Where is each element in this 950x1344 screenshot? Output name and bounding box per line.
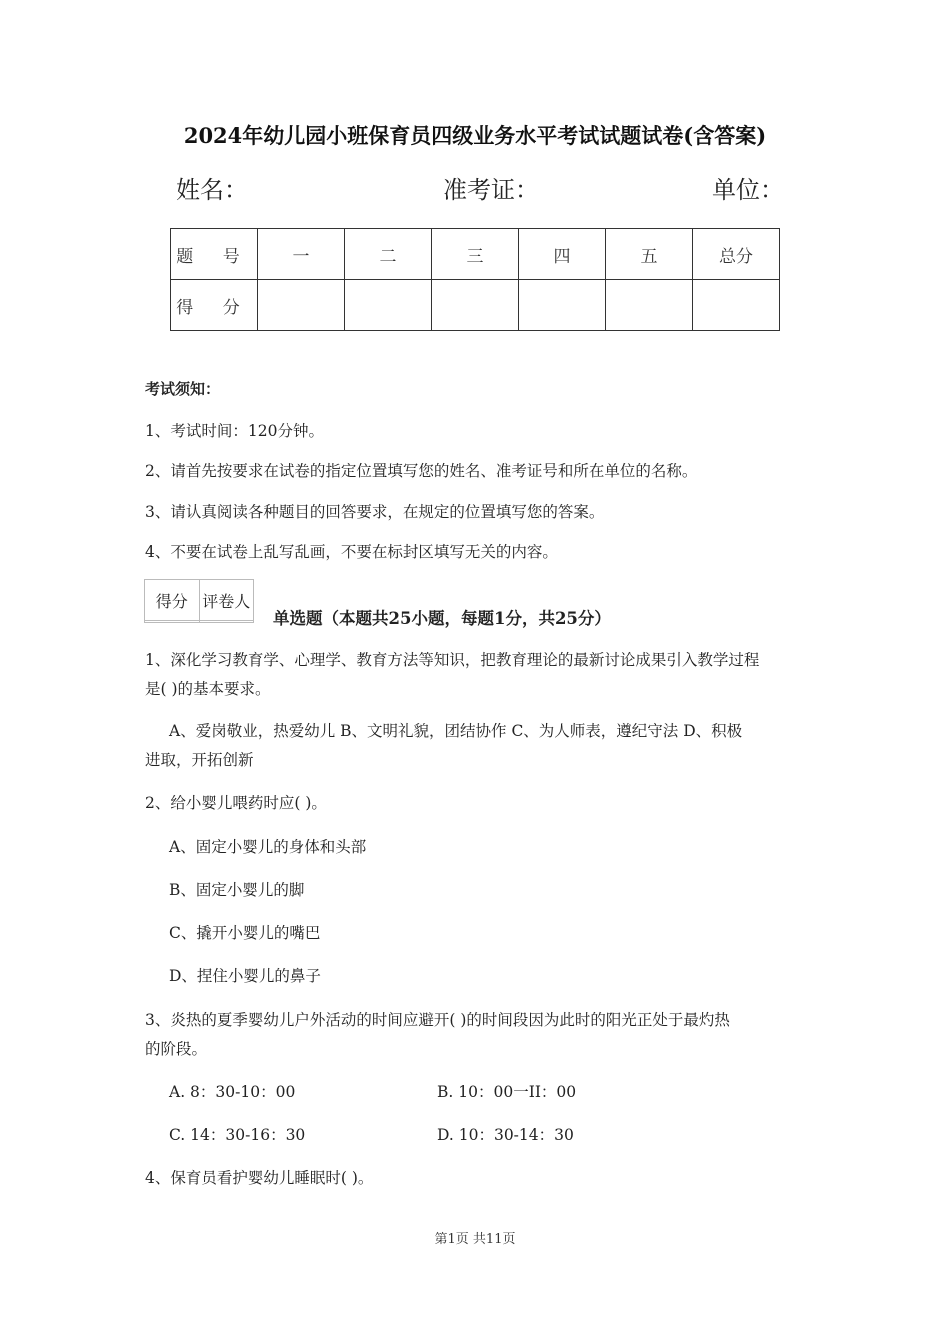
notice-item: 3、请认真阅读各种题目的回答要求，在规定的位置填写您的答案。: [145, 503, 605, 521]
question-2-option-a: A、固定小婴儿的身体和头部: [169, 838, 367, 856]
name-field-label: 姓名：: [176, 176, 248, 204]
score-table: [170, 228, 780, 331]
grader-reviewer-label: 评卷人: [199, 580, 254, 621]
notice-item: 1、考试时间：120分钟。: [145, 422, 324, 440]
grader-box: [144, 579, 254, 623]
page-title: 2024年幼儿园小班保育员四级业务水平考试试题试卷(含答案): [183, 123, 767, 148]
unit-field-label: 单位：: [712, 176, 784, 204]
score-table-header-cell: 总分: [693, 229, 780, 280]
grader-score-label: 得分: [145, 580, 200, 621]
score-table-header-cell: 题 号: [171, 229, 258, 280]
score-cell: [258, 280, 345, 331]
question-3-line-2: 的阶段。: [145, 1040, 208, 1058]
question-2-option-d: D、捏住小婴儿的鼻子: [169, 967, 321, 985]
question-3-option-d: D. 10：30-14：30: [437, 1126, 574, 1144]
score-table-score-row: [171, 280, 780, 331]
question-1-options-line-1: A、爱岗敬业，热爱幼儿 B、文明礼貌，团结协作 C、为人师表，遵纪守法 D、积极: [169, 722, 743, 740]
score-table-header-row: [171, 229, 780, 280]
score-table-header-cell: 三: [432, 229, 519, 280]
score-row-label: 得 分: [171, 280, 258, 331]
score-cell: [345, 280, 432, 331]
page-footer: 第1页 共11页: [434, 1232, 516, 1247]
score-cell: [693, 280, 780, 331]
question-2-stem: 2、给小婴儿喂药时应( )。: [145, 794, 327, 812]
question-3-option-b: B. 10：00一II：00: [437, 1083, 577, 1101]
notice-item: 2、请首先按要求在试卷的指定位置填写您的姓名、准考证号和所在单位的名称。: [145, 462, 698, 480]
grader-reviewer-cell: [199, 621, 254, 623]
question-2-option-c: C、撬开小婴儿的嘴巴: [169, 924, 321, 942]
question-1-line-2: 是( )的基本要求。: [145, 680, 271, 698]
score-table-header-cell: 五: [606, 229, 693, 280]
question-3-option-a: A. 8：30-10：00: [169, 1083, 296, 1101]
score-cell: [519, 280, 606, 331]
notice-item: 4、不要在试卷上乱写乱画，不要在标封区填写无关的内容。: [145, 543, 558, 561]
question-1-line-1: 1、深化学习教育学、心理学、教育方法等知识，把教育理论的最新讨论成果引入教学过程: [145, 651, 760, 669]
question-1-options-line-2: 进取，开拓创新: [145, 751, 254, 769]
score-cell: [432, 280, 519, 331]
score-table-header-cell: 二: [345, 229, 432, 280]
score-table-header-cell: 四: [519, 229, 606, 280]
notice-title: 考试须知：: [145, 380, 221, 398]
question-3-option-c: C. 14：30-16：30: [169, 1126, 306, 1144]
section-title: 单选题（本题共25小题，每题1分，共25分）: [273, 609, 611, 628]
score-table-header-cell: 一: [258, 229, 345, 280]
exam-id-field-label: 准考证：: [443, 176, 539, 204]
question-2-option-b: B、固定小婴儿的脚: [169, 881, 305, 899]
question-4-stem: 4、保育员看护婴幼儿睡眠时( )。: [145, 1169, 374, 1187]
score-cell: [606, 280, 693, 331]
question-3-line-1: 3、炎热的夏季婴幼儿户外活动的时间应避开( )的时间段因为此时的阳光正处于最灼热: [145, 1011, 730, 1029]
grader-score-cell: [145, 621, 200, 623]
